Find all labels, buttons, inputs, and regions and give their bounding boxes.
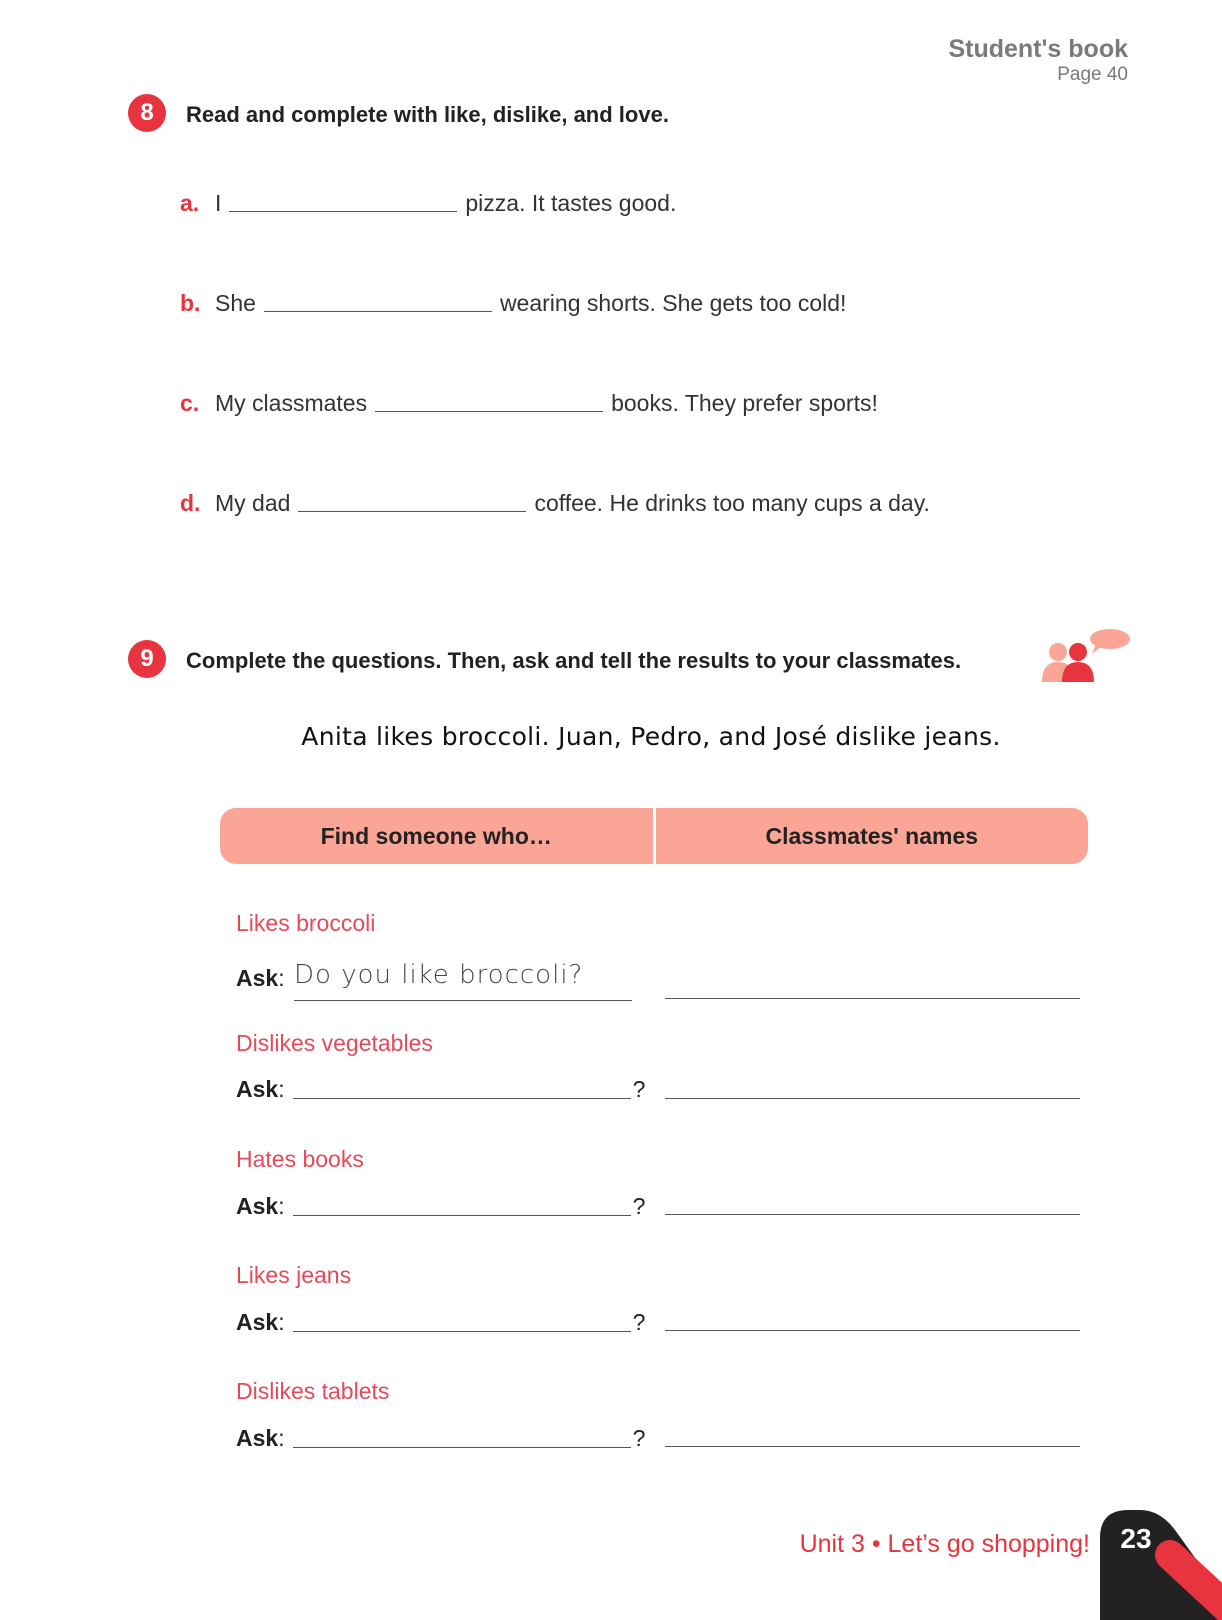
item-after: books. They prefer sports! bbox=[611, 390, 878, 416]
classmate-name-field[interactable] bbox=[665, 1330, 1080, 1331]
item-after: pizza. It tastes good. bbox=[465, 190, 677, 216]
item-before: I bbox=[215, 190, 222, 216]
question-answer-field[interactable] bbox=[293, 1193, 631, 1216]
page-number: 23 bbox=[1120, 1523, 1152, 1554]
page-number-tab bbox=[1100, 1510, 1222, 1620]
row-prompt: Dislikes tablets bbox=[236, 1378, 390, 1404]
ask-colon: : bbox=[278, 1193, 285, 1219]
row-prompt: Hates books bbox=[236, 1146, 364, 1172]
book-title: Student's book bbox=[948, 35, 1128, 63]
sentence-d bbox=[180, 490, 930, 517]
exercise-8-title bbox=[186, 102, 669, 128]
ask-row bbox=[236, 1309, 645, 1336]
item-letter: d. bbox=[180, 490, 201, 516]
exercise-8-title-last: love. bbox=[618, 102, 669, 127]
ask-row bbox=[236, 1193, 645, 1220]
item-letter: c. bbox=[180, 390, 200, 416]
ask-label: Ask bbox=[236, 1193, 279, 1219]
question-answer-field[interactable] bbox=[293, 1425, 631, 1448]
ask-label: Ask bbox=[236, 1076, 279, 1102]
fill-blank-b[interactable] bbox=[264, 291, 492, 312]
exercise-8-title-and: and bbox=[567, 102, 619, 127]
item-letter: b. bbox=[180, 290, 201, 316]
header-classmates-names: Classmates' names bbox=[765, 822, 979, 849]
classmate-name-field[interactable] bbox=[665, 1214, 1080, 1215]
classmate-name-field[interactable] bbox=[665, 1098, 1080, 1099]
question-mark: ? bbox=[632, 1425, 646, 1451]
ask-label: Ask bbox=[236, 1309, 279, 1335]
unit-title: Unit 3 • Let’s go shopping! bbox=[799, 1530, 1090, 1558]
exercise-9-number: 9 bbox=[128, 640, 166, 678]
book-reference bbox=[948, 34, 1128, 86]
ask-row bbox=[236, 965, 285, 992]
sentence-b bbox=[180, 290, 846, 317]
ask-row bbox=[236, 1425, 645, 1452]
exercise-8-title-words: like, dislike, bbox=[443, 102, 568, 127]
question-mark: ? bbox=[632, 1076, 646, 1102]
fill-blank-c[interactable] bbox=[375, 391, 603, 412]
item-after: coffee. He drinks too many cups a day. bbox=[534, 490, 930, 516]
header-find-someone: Find someone who… bbox=[320, 822, 552, 849]
classmate-name-field[interactable] bbox=[665, 1446, 1080, 1447]
item-before: My classmates bbox=[215, 390, 368, 416]
row-prompt: Likes jeans bbox=[236, 1262, 352, 1288]
fill-blank-d[interactable] bbox=[298, 491, 526, 512]
item-letter: a. bbox=[180, 190, 200, 216]
table-header bbox=[220, 808, 1088, 864]
ask-label: Ask bbox=[236, 965, 279, 991]
question-answer-field[interactable] bbox=[293, 1076, 631, 1099]
item-before: She bbox=[215, 290, 256, 316]
item-before: My dad bbox=[215, 490, 291, 516]
ask-colon: : bbox=[278, 1425, 285, 1451]
question-mark: ? bbox=[632, 1193, 646, 1219]
question-mark: ? bbox=[632, 1309, 646, 1335]
row-prompt: Dislikes vegetables bbox=[236, 1030, 433, 1056]
classmate-name-field[interactable] bbox=[665, 998, 1080, 999]
ask-row bbox=[236, 1076, 645, 1103]
sentence-c bbox=[180, 390, 878, 417]
ask-colon: : bbox=[278, 965, 285, 991]
exercise-8-title-pre: Read and complete with bbox=[186, 102, 444, 127]
exercise-9-title: Complete the questions. Then, ask and tell the results to your classmates. bbox=[186, 648, 962, 673]
ask-colon: : bbox=[278, 1076, 285, 1102]
fill-blank-a[interactable] bbox=[229, 191, 457, 212]
item-after: wearing shorts. She gets too cold! bbox=[499, 290, 847, 316]
book-page: Page 40 bbox=[1057, 64, 1128, 85]
example-sentence: Anita likes broccoli. Juan, Pedro, and José dislike jeans. bbox=[301, 722, 1001, 751]
exercise-8-number: 8 bbox=[128, 94, 166, 132]
ask-label: Ask bbox=[236, 1425, 279, 1451]
question-answer-field[interactable]: Do you like broccoli? bbox=[294, 960, 632, 1001]
question-answer-field[interactable] bbox=[293, 1309, 631, 1332]
ask-colon: : bbox=[278, 1309, 285, 1335]
sentence-a bbox=[180, 190, 676, 217]
row-prompt: Likes broccoli bbox=[236, 910, 376, 936]
pair-talk-icon bbox=[1040, 626, 1130, 682]
